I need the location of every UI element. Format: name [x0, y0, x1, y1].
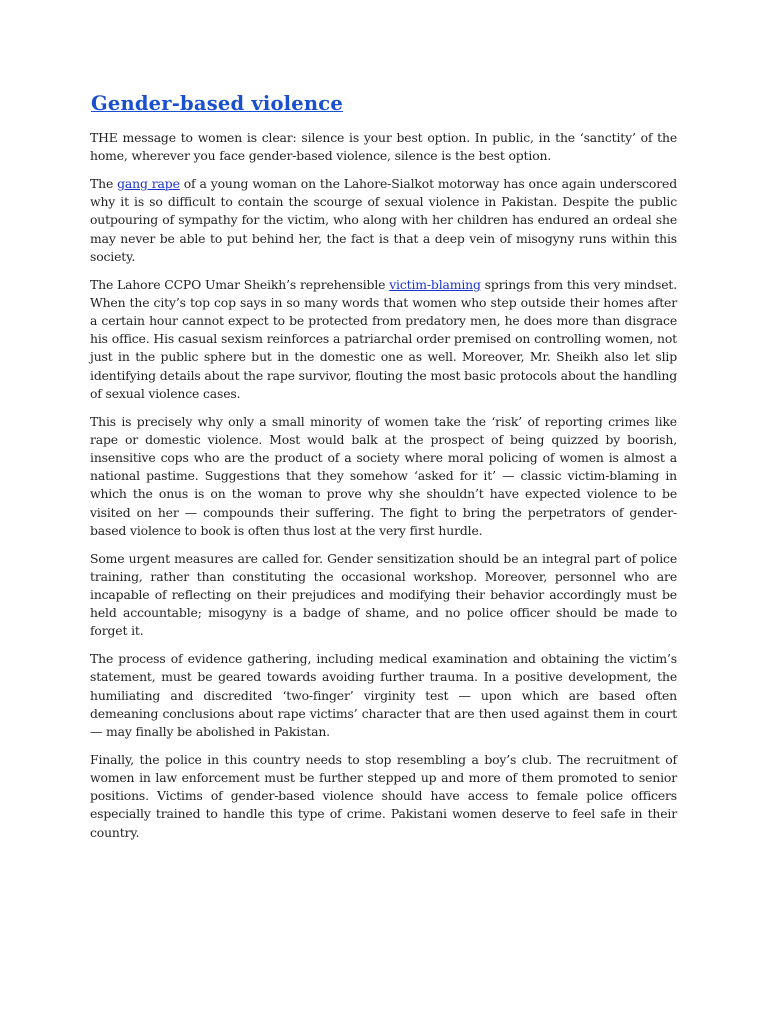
document-title: Gender-based violence — [91, 92, 343, 115]
paragraph-3-lead: The Lahore CCPO Umar Sheikh’s reprehensible — [90, 276, 390, 292]
paragraph-7: Finally, the police in this country needs to stop resembling a boy’s club. The recruitment of women in law enforcement must be further stepped up and more of them promoted to senior positions. Victims of gender-based violence should have access to female police officers especially trained to handle this type of crime. Pakistani women deserve to feel safe in their country. — [90, 751, 677, 840]
paragraph-1: THE message to women is clear: silence is your best option. In public, in the ‘sanctity’ of the home, wherever you face gender-based violence, silence is the best option. — [90, 130, 677, 164]
paragraph-6: The process of evidence gathering, including medical examination and obtaining the victim’s statement, must be geared towards avoiding further trauma. In a positive development, the humiliating and discredited ‘two-finger’ virginity test — upon which are based often demeaning conclusions about rape victims’ character that are then used against them in court — may finally be abolished in Pakistan. — [90, 651, 677, 740]
victim-blaming-link[interactable]: victim-blaming — [389, 276, 481, 292]
paragraph-2 — [90, 175, 677, 266]
paragraph-3-body: springs from this very mindset. When the city’s top cop says in so many words that women who step outside their homes after a certain hour cannot expect to be protected from predatory men, he does more than disgrace his office. His casual sexism reinforces a patriarchal order premised on controlling women, not just in the public sphere but in the domestic one as well. Moreover, Mr. Sheikh also let slip identifying details about the rape survivor, flouting the most basic protocols about the handling of sexual violence cases. — [90, 276, 677, 401]
document-page — [90, 92, 677, 851]
gang-rape-link[interactable]: gang rape — [117, 176, 180, 191]
paragraph-2-body: of a young woman on the Lahore-Sialkot motorway has once again underscored why it is so difficult to contain the scourge of sexual violence in Pakistan. Despite the public outpouring of sympathy for the victim, who along with her children has endured an ordeal she may never be able to put behind her, the fact is that a deep vein of misogyny runs within this society. — [90, 176, 677, 264]
paragraph-5: Some urgent measures are called for. Gender sensitization should be an integral part of police training, rather than constituting the occasional workshop. Moreover, personnel who are incapable of reflecting on their prejudices and modifying their behavior accordingly must be held accountable; misogyny is a badge of shame, and no police officer should be made to forget it. — [90, 550, 677, 639]
paragraph-2-lead: The — [90, 176, 118, 191]
paragraph-4: This is precisely why only a small minority of women take the ‘risk’ of reporting crimes like rape or domestic violence. Most would balk at the prospect of being quizzed by boorish, insensitive cops who are the product of a society where moral policing of women is almost a national pastime. Suggestions that they somehow ‘asked for it’ — classic victim-blaming in which the onus is on the woman to prove why she shouldn’t have expected violence to be visited on her — compounds their suffering. The fight to bring the perpetrators of gender-based violence to book is often thus lost at the very first hurdle. — [90, 413, 677, 538]
paragraph-3 — [90, 276, 677, 403]
